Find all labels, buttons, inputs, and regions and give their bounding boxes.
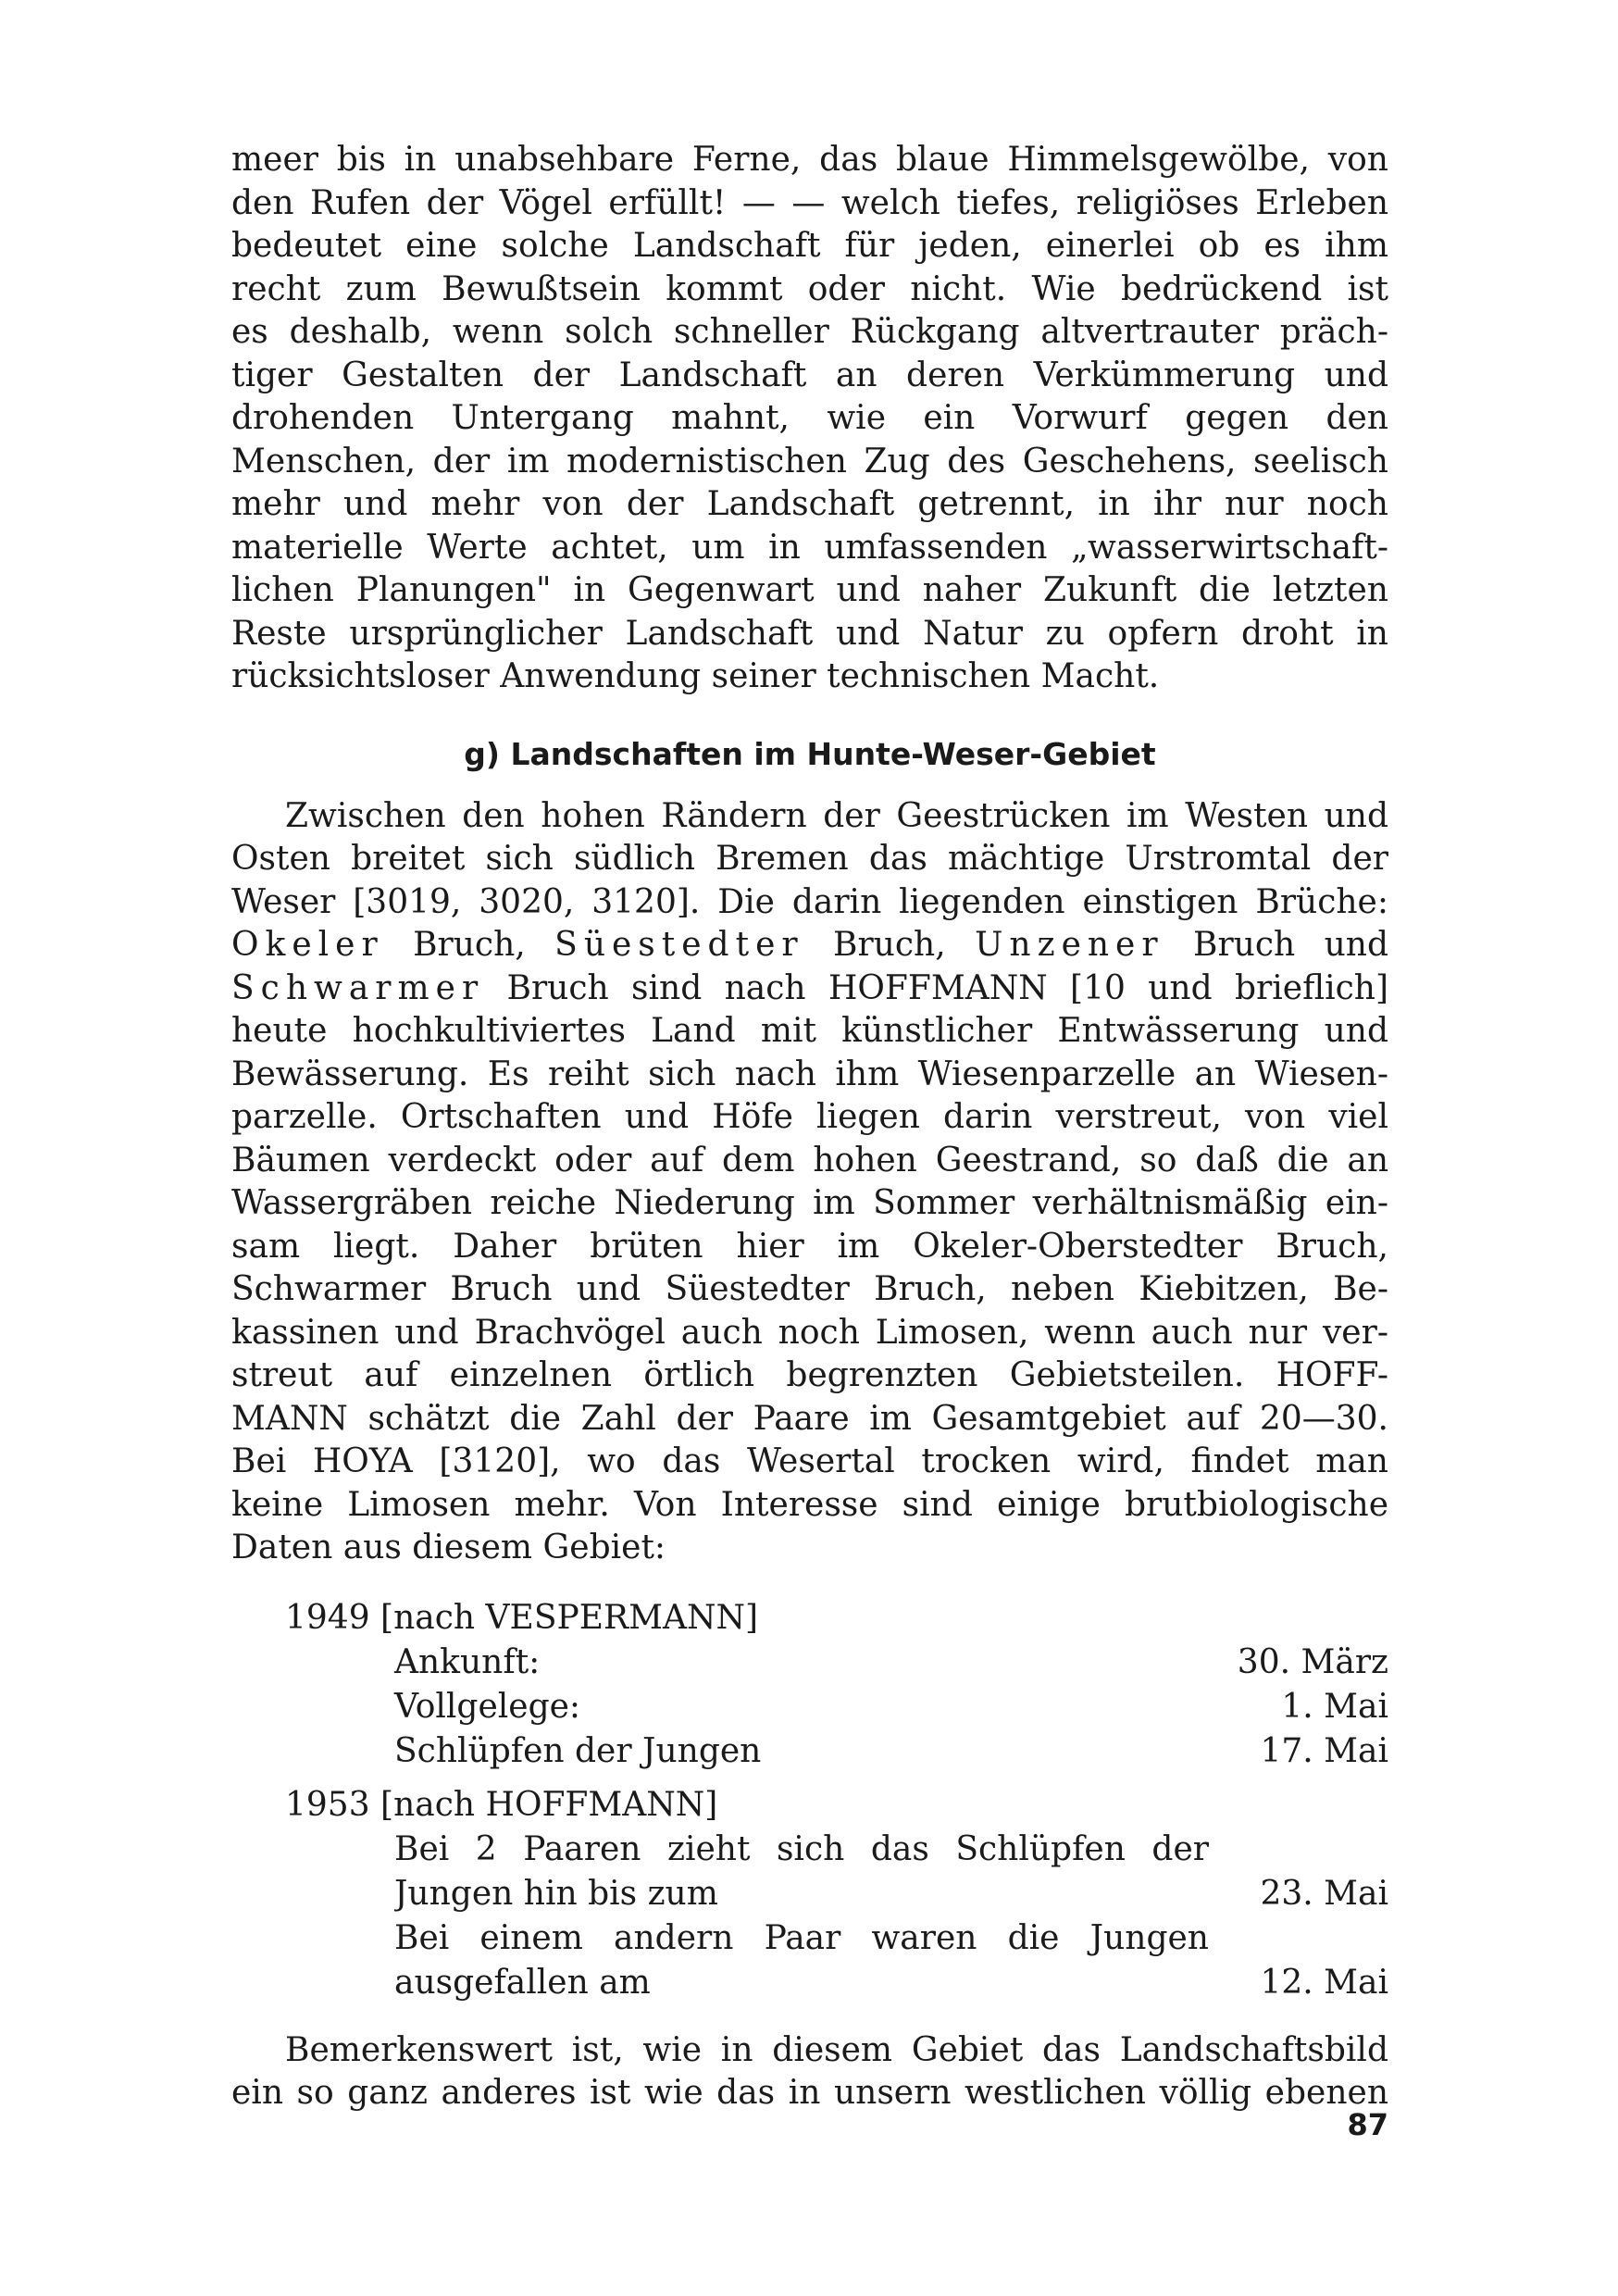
text-fragment: Bruch und bbox=[1164, 926, 1388, 964]
text-line: Bäumen verdeckt oder auf dem hohen Geestrand, so daß die an bbox=[231, 1141, 1388, 1179]
spaced-name: Okeler bbox=[231, 926, 384, 964]
text-line: Bewässerung. Es reiht sich nach ihm Wiesenparzelle an Wiesen- bbox=[231, 1054, 1388, 1093]
text-fragment: Bruch, bbox=[383, 926, 555, 964]
data-row bbox=[231, 1828, 1388, 1916]
text-line: den Rufen der Vögel erfüllt! — — welch tiefes, religiöses Erleben bbox=[231, 183, 1388, 222]
text-line: sam liegt. Daher brüten hier im Okeler-Oberstedter Bruch, bbox=[231, 1227, 1388, 1266]
data-block-1953 bbox=[231, 1783, 1388, 2005]
page-body bbox=[231, 139, 1388, 2115]
spaced-name: Schwarmer bbox=[231, 968, 485, 1007]
entry-heading: 1953 [nach HOFFMANN] bbox=[285, 1785, 718, 1824]
text-line: recht zum Bewußtsein kommt oder nicht. Wie bedrückend ist bbox=[231, 269, 1388, 308]
text-line: meer bis in unabsehbare Ferne, das blaue Himmelsgewölbe, von bbox=[231, 141, 1388, 179]
text-line: MANN schätzt die Zahl der Paare im Gesamtgebiet auf 20—30. bbox=[231, 1399, 1388, 1438]
text-line: Reste ursprünglicher Landschaft und Natur zu opfern droht in bbox=[231, 614, 1388, 653]
spaced-name: Unzener bbox=[975, 926, 1164, 964]
data-value: 1. Mai bbox=[1281, 1687, 1388, 1726]
data-row bbox=[231, 1641, 1388, 1685]
text-line: materielle Werte achtet, um in umfassenden „wasserwirtschaft- bbox=[231, 528, 1388, 567]
data-row bbox=[231, 1729, 1388, 1774]
text-line: Bei einem andern Paar waren die Jungen bbox=[394, 1918, 1209, 1957]
text-line: Zwischen den hohen Rändern der Geestrücken im Westen und bbox=[285, 796, 1388, 835]
text-line: drohenden Untergang mahnt, wie ein Vorwurf gegen den bbox=[231, 399, 1388, 437]
paragraph-3 bbox=[231, 2029, 1388, 2115]
text-line: kassinen und Brachvögel auch noch Limosen, wenn auch nur ver- bbox=[231, 1313, 1388, 1352]
data-value: 12. Mai bbox=[1260, 1963, 1388, 2002]
data-value: 17. Mai bbox=[1260, 1731, 1388, 1770]
data-row bbox=[231, 1685, 1388, 1729]
text-line: keine Limosen mehr. Von Interesse sind einige brutbiologische bbox=[231, 1485, 1388, 1524]
text-line: Schwarmer Bruch und Süestedter Bruch, neben Kiebitzen, Be- bbox=[231, 1270, 1388, 1308]
text-line: Jungen hin bis zum bbox=[394, 1874, 718, 1913]
text-line: bedeutet eine solche Landschaft für jeden, einerlei ob es ihm bbox=[231, 227, 1388, 265]
text-fragment: Bruch sind nach HOFFMANN [10 und brieflich] bbox=[484, 968, 1388, 1007]
text-line: Wassergräben reiche Niederung im Sommer verhältnismäßig ein- bbox=[231, 1184, 1388, 1222]
data-row bbox=[231, 1916, 1388, 2005]
data-label: Ankunft: bbox=[394, 1642, 541, 1681]
text-line: Weser [3019, 3020, 3120]. Die darin liegenden einstigen Brüche: bbox=[231, 882, 1388, 921]
paragraph-2 bbox=[231, 795, 1388, 1570]
data-label: Schlüpfen der Jungen bbox=[394, 1731, 762, 1770]
text-line: Bei HOYA [3120], wo das Wesertal trocken wird, findet man bbox=[231, 1442, 1388, 1480]
text-line bbox=[231, 924, 1388, 967]
data-note bbox=[394, 1916, 1209, 2005]
entry-heading: 1949 [nach VESPERMANN] bbox=[285, 1598, 758, 1637]
spaced-name: Süestedter bbox=[554, 926, 804, 964]
data-block-1949 bbox=[231, 1596, 1388, 1774]
section-heading: g) Landschaften im Hunte-Weser-Gebiet bbox=[464, 735, 1156, 772]
data-note bbox=[394, 1828, 1209, 1916]
text-line bbox=[231, 967, 1388, 1011]
data-value: 23. Mai bbox=[1260, 1874, 1388, 1913]
text-line: streut auf einzelnen örtlich begrenzten Gebietsteilen. HOFF- bbox=[231, 1356, 1388, 1394]
text-line: ausgefallen am bbox=[394, 1963, 651, 2002]
text-line: lichen Planungen" in Gegenwart und naher Zukunft die letzten bbox=[231, 571, 1388, 609]
text-line: es deshalb, wenn solch schneller Rückgang altvertrauter präch- bbox=[231, 313, 1388, 351]
data-label: Vollgelege: bbox=[394, 1687, 581, 1726]
text-line: Bemerkenswert ist, wie in diesem Gebiet das Landschaftsbild bbox=[285, 2030, 1388, 2069]
text-line: tiger Gestalten der Landschaft an deren Verkümmerung und bbox=[231, 356, 1388, 394]
text-line: mehr und mehr von der Landschaft getrennt, in ihr nur noch bbox=[231, 485, 1388, 523]
text-line: Menschen, der im modernistischen Zug des Geschehens, seelisch bbox=[231, 442, 1388, 480]
text-line: heute hochkultiviertes Land mit künstlicher Entwässerung und bbox=[231, 1012, 1388, 1050]
text-line: Bei 2 Paaren zieht sich das Schlüpfen der bbox=[394, 1829, 1209, 1868]
text-line: rücksichtsloser Anwendung seiner technischen Macht. bbox=[231, 657, 1160, 695]
page-number: 87 bbox=[1347, 2107, 1388, 2142]
text-line: parzelle. Ortschaften und Höfe liegen darin verstreut, von viel bbox=[231, 1098, 1388, 1136]
text-line: ein so ganz anderes ist wie das in unsern westlichen völlig ebenen bbox=[231, 2074, 1388, 2112]
data-value: 30. März bbox=[1237, 1642, 1388, 1681]
paragraph-1 bbox=[231, 139, 1388, 699]
text-line: Daten aus diesem Gebiet: bbox=[231, 1529, 666, 1566]
text-line: Osten breitet sich südlich Bremen das mächtige Urstromtal der bbox=[231, 840, 1388, 878]
text-fragment: Bruch, bbox=[803, 926, 976, 964]
